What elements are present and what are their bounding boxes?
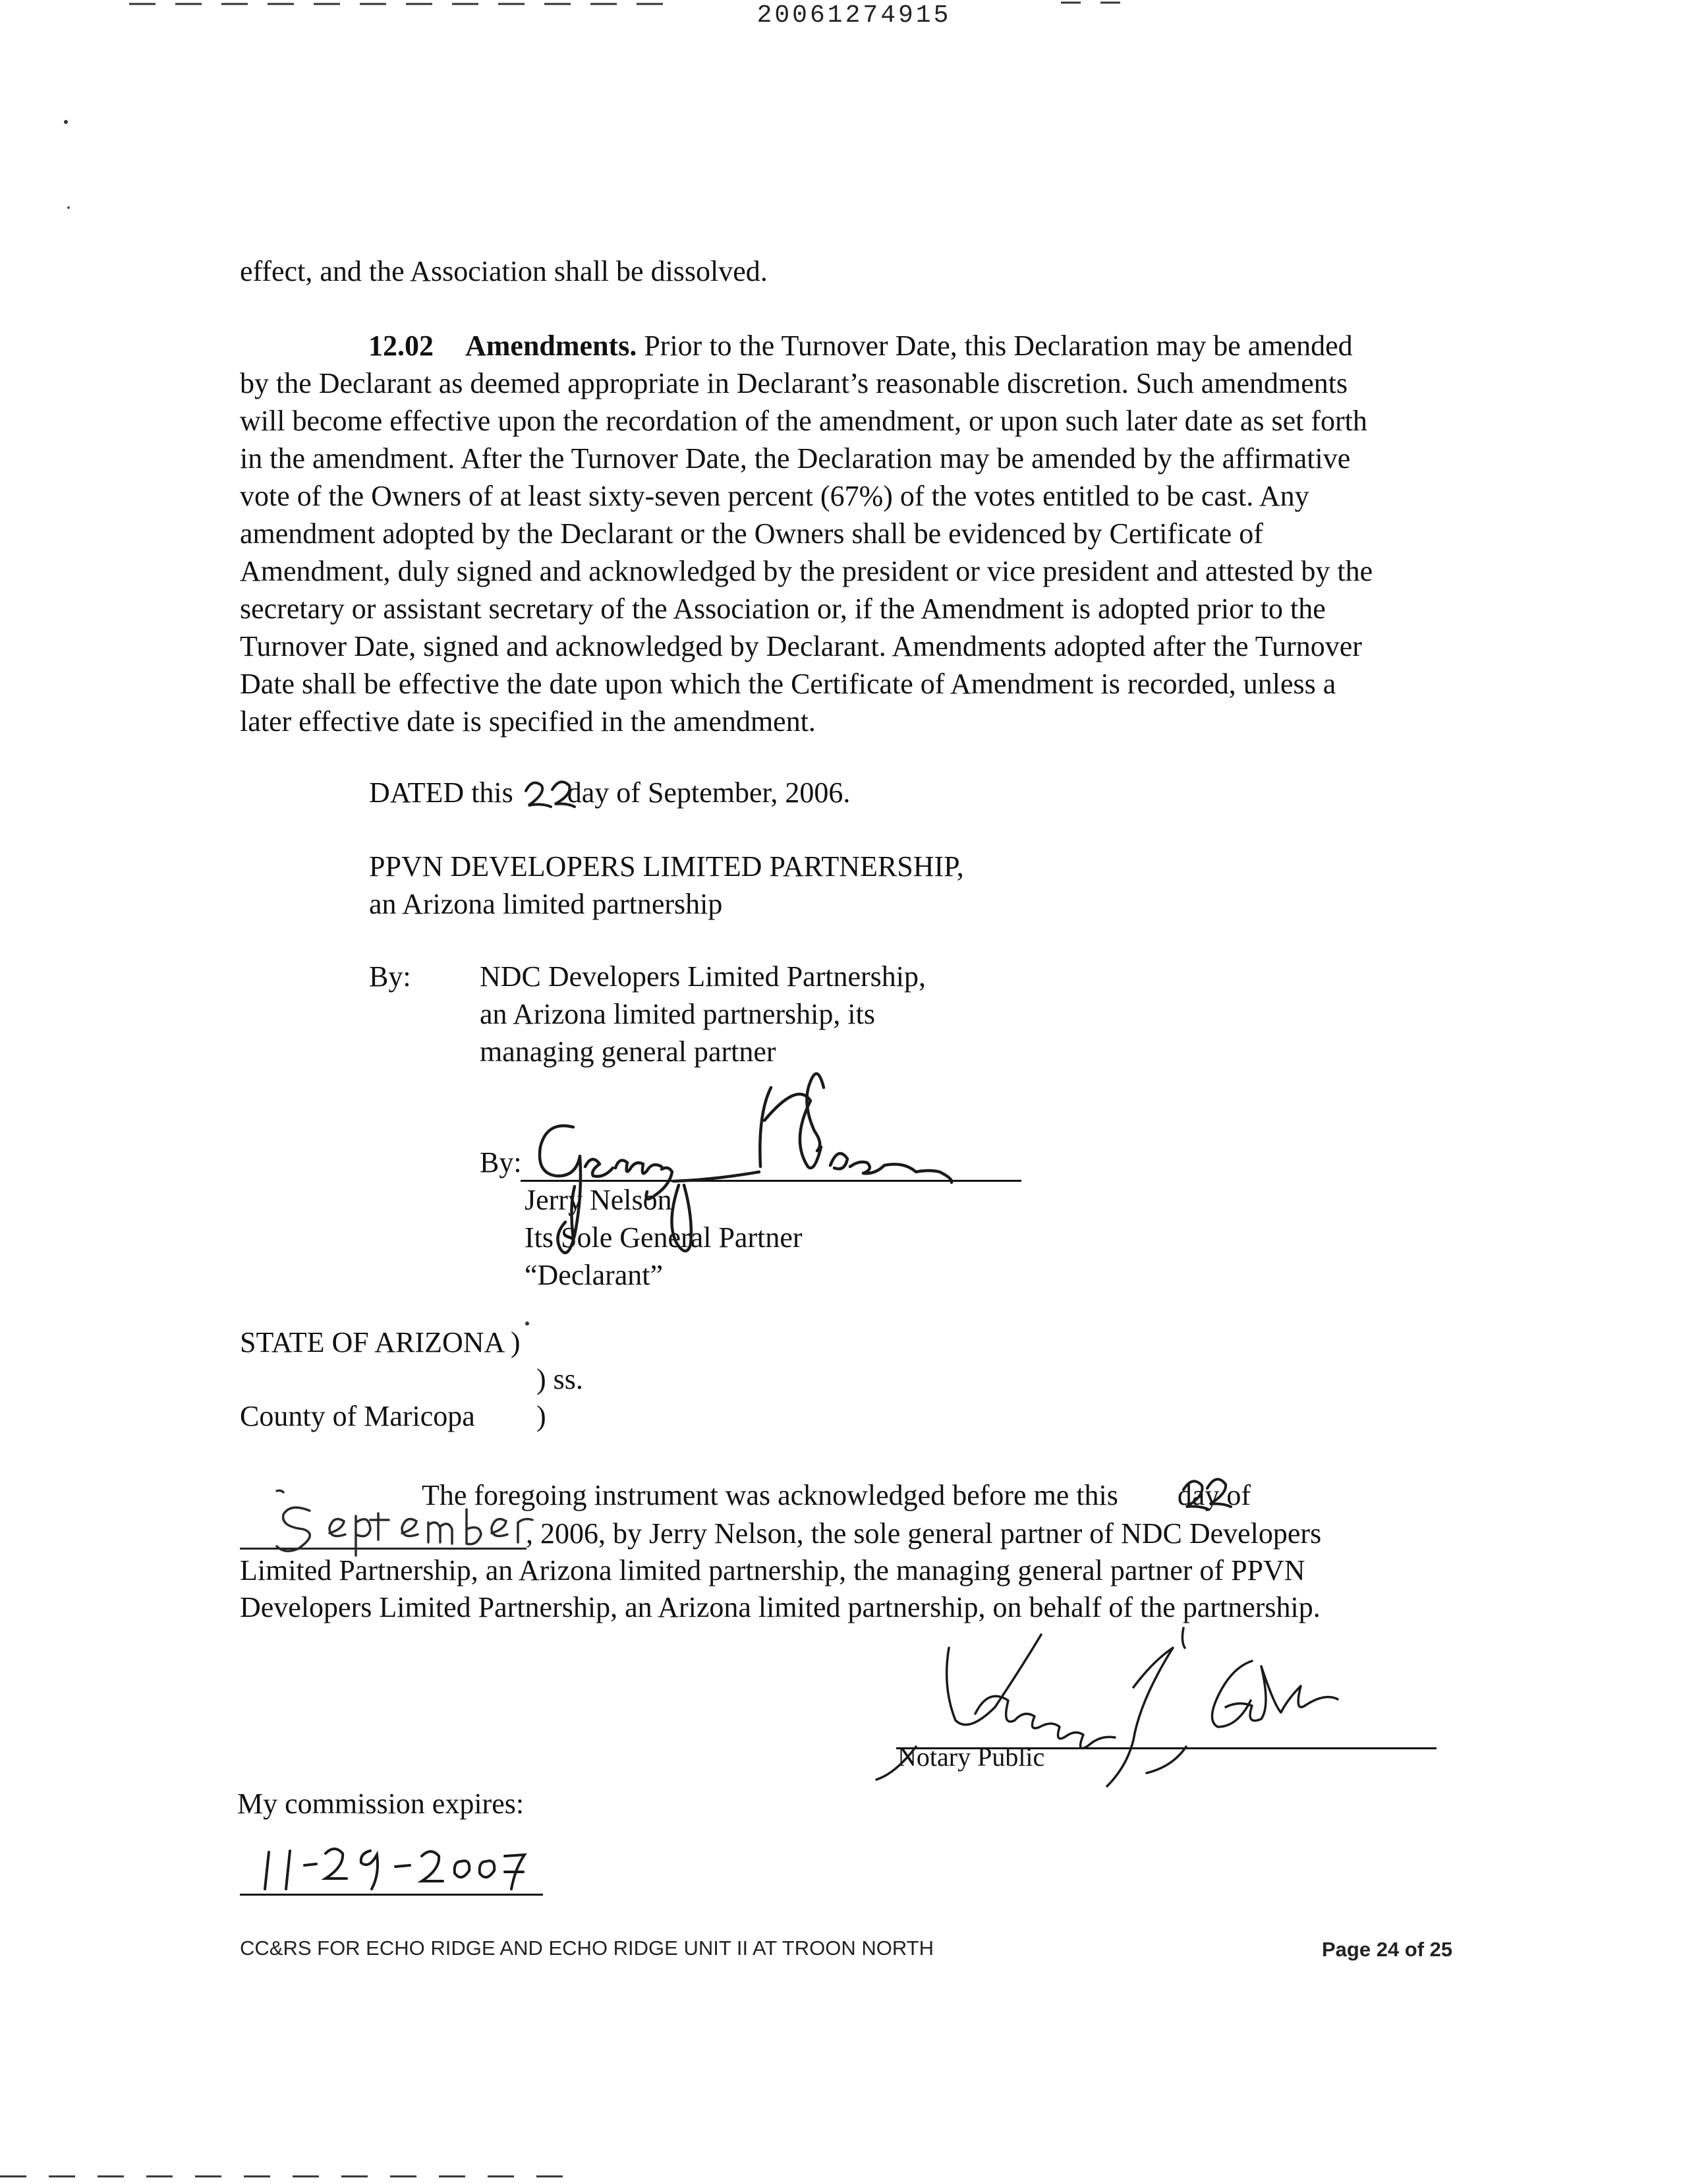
section-line-6: amendment adopted by the Declarant or the Owners shall be evidenced by Certificate of (240, 517, 1263, 550)
entity-name: PPVN DEVELOPERS LIMITED PARTNERSHIP, (369, 850, 964, 883)
document-number: 20061274915 (756, 1, 952, 30)
entity-block (369, 848, 964, 923)
ack-day-of: day of (1177, 1479, 1251, 1511)
ack-line-4: Developers Limited Partnership, an Arizona limited partnership, on behalf of the partnership. (240, 1591, 1321, 1623)
section-first-line (240, 327, 1479, 364)
venue-county: County of Maricopa (240, 1400, 475, 1432)
venue-state-name: STATE OF ARIZONA (240, 1326, 503, 1358)
section-line-11: later effective date is specified in the amendment. (240, 705, 816, 738)
ack-line-2: , 2006, by Jerry Nelson, the sole general partner of NDC Developers (526, 1517, 1322, 1550)
section-line-5: vote of the Owners of at least sixty-seven percent (67%) of the votes entitled to be cast. Any (240, 480, 1309, 512)
section-line-4: in the amendment. After the Turnover Date, the Declaration may be amended by the affirmative (240, 442, 1351, 475)
signer-title: Its Sole General Partner (525, 1221, 803, 1254)
ack-line-3: Limited Partnership, an Arizona limited partnership, the managing general partner of PPVN (240, 1554, 1305, 1586)
ack-day-handwritten (1118, 1476, 1178, 1514)
by-line-3: managing general partner (480, 1035, 776, 1068)
section-title: Amendments. (465, 330, 637, 362)
venue-county-paren: ) (536, 1400, 546, 1432)
signer-name: Jerry Nelson (525, 1184, 672, 1216)
continuation-text: effect, and the Association shall be dissolved. (240, 255, 768, 287)
notary-label: Notary Public (897, 1742, 1045, 1772)
signature-by-label: By: (480, 1146, 522, 1179)
section-line-10: Date shall be effective the date upon which the Certificate of Amendment is recorded, unless a (240, 668, 1336, 700)
section-line-3: will become effective upon the recordation of the amendment, or upon such later date as set forth (240, 405, 1367, 437)
by-block (480, 958, 926, 1070)
ack-month-handwritten (257, 1495, 521, 1554)
by-label: By: (369, 960, 411, 993)
section-line-2: by the Declarant as deemed appropriate in Declarant’s reasonable discretion. Such amendments (240, 367, 1348, 399)
dated-prefix: DATED this (369, 776, 513, 809)
dated-suffix: day of September, 2006. (567, 776, 851, 809)
section-number: 12.02 (368, 330, 434, 362)
commission-date-line (240, 1894, 543, 1896)
footer-title: CC&RS FOR ECHO RIDGE AND ECHO RIDGE UNIT II AT TROON NORTH (240, 1936, 934, 1960)
ack-prefix: The foregoing instrument was acknowledged before me this (422, 1479, 1118, 1511)
by-line-2: an Arizona limited partnership, its (480, 998, 875, 1030)
entity-type: an Arizona limited partnership (369, 888, 723, 920)
signer-role: “Declarant” (525, 1259, 664, 1291)
commission-label: My commission expires: (237, 1788, 525, 1820)
commission-date-handwritten (244, 1839, 521, 1892)
section-line-8: secretary or assistant secretary of the Association or, if the Amendment is adopted prior to the (240, 593, 1326, 625)
by-line-1: NDC Developers Limited Partnership, (480, 960, 926, 993)
dated-line (369, 774, 850, 811)
venue-ss: ) ss. (536, 1363, 583, 1395)
dated-day-handwritten (513, 774, 567, 811)
venue-state-paren: ) (510, 1326, 521, 1358)
section-line-9: Turnover Date, signed and acknowledged by Declarant. Amendments adopted after the Turnover (240, 630, 1362, 662)
ack-line-1 (422, 1476, 1251, 1514)
section-line-7: Amendment, duly signed and acknowledged by the president or vice president and attested by the (240, 555, 1373, 587)
footer-page: Page 24 of 25 (1322, 1938, 1453, 1961)
section-12-02 (240, 327, 1479, 740)
signature-block (525, 1181, 803, 1294)
section-line-1: Prior to the Turnover Date, this Declaration may be amended (644, 330, 1353, 362)
venue-state (240, 1324, 521, 1361)
